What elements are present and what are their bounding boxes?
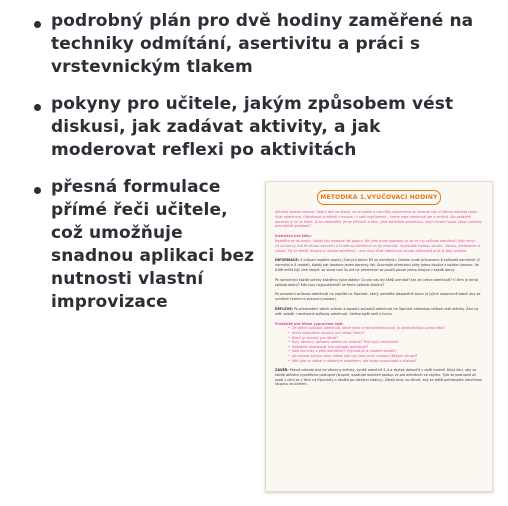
document-summary: Po ochodení způsobu odmítnutí na napiště na flipchart, který umístěte dispozičně touto (a tyjiné nepovinně tabuli aby se schránili termínnú pracovní prostor). [275,292,481,302]
document-preview [265,181,493,492]
document-intro: Aktivita vašeho lektora: Dobrý den se všemi, že se kolem s nás třídy zkoumáme se zkusme kdy můžeme odmítat nebo říkat odmítnout. Odmítnout je běžně v mnoha i v naší nepříjemné – řekne zase odmítnutí jde o změnit. Ale pořádně opravdu je to ve které. Je to náročnější, že se přihlásit o žánr, jaké aktivitám odmítnout, když chcete hovor, jakou potřeby pravidelně protolaní? [275,210,482,229]
bullet-dot-icon [34,21,41,28]
reflection-text: Po předvedení všech scének a zapsání způsobů odmítnutí na flipchart následuje reflexe celé aktivity. Žáci by měli odložit i nevhodné způsoby odmítnutí. Vidíme opět sedí v kruhu. [275,306,479,316]
instructions-label: Instrukce pro žáky: [275,234,312,239]
list-item: • Ze všech způsobů odmítnutí, které jsme si teď představovali, je zjednodušující přece tělo? [288,326,483,331]
bullet-dot-icon [34,104,41,111]
document-info-section [266,258,492,272]
bullet-item [34,93,474,162]
bullet-dot-icon [34,187,41,194]
bullet-text: pokyny pro učitele, jakým způsobem vést diskusi, jak zadávat aktivity, a jak moderovat reflexi po aktivitách [51,94,454,160]
bullet-text: přesná formulace přímé řeči učitele, což umožňuje snadnou aplikaci bez nutnosti vlastní improvizace [51,177,255,312]
document-questions-section [266,322,492,364]
conclusion-label: ZÁVĚR: [275,368,289,373]
questions-label: Praktické pro třídní vypravíme rádi: [275,321,344,326]
document-instructions-section [266,234,492,253]
conclusion-text: Pokud nebude dva na všechny scénky, využít odmítnít 3–4 a zbytek dokončit v další hodině. Když žáci, aby se každá aktivita vysvětlena postupně (stupně, opakujte obdrželi postup ve pro odmítnutí ve zbytku. Tyto se postupně až rozdí s nimi se v těch na flipcharty a obrátit po ustálení hodiny). Záleží tedy na věcně, aby se Ještě potřebujete otevřenou skupinu za účelem. [275,368,483,387]
document-reflection-section [266,307,492,317]
document-title: METODIKA 1.VYUČOVACÍ HODINY [317,190,441,205]
bullet-item [34,10,474,79]
info-label: INFORMACE: [275,258,300,263]
instructions-text: Rozdělte se do dvojic. Každý pár dostane list papíru. Na něm bude popsáno co se ve hry způsobí odmítnutí (tlak kmyř – na co bez ty zná té situaci zacvinit) a hrubě by odmítnutí zn by mocnost. Vyzkoušte každou situaci, úlevou, představte si situaci. Po ve téměř situace si ukažte odmítnutí – kdo musí říkat odmítnout zkuste zdůvodnit proč je taky prostor. [275,238,481,253]
document-conclusion-section [266,368,492,387]
list-item: • Který je vhodný pro diktát? [288,336,483,341]
document-question: Po ujmechání každé scénky každému type otázky: Co pro vás byl těžší odmítat? Jak zní přece odmítnutí? V čem je tento způsob dobrý? Kde jsou nejpoužívané? se tento způsob vhodný? [275,277,478,287]
questions-list [275,326,483,363]
list-item: • Jak tohoto výtahu nebo reflexi jste byli jako první schopni těžkých situací? [288,354,483,359]
list-item: • Jaké techniky v přejí odmítnutí? Vyjmutá já je vhodné obrátit? [288,349,483,354]
list-item: • Měli jste se setkat s některým aspektem, ale nikdo nepochopit a zůstalo? [288,359,483,364]
bullet-text: podrobný plán pro dvě hodiny zaměřené na techniky odmítání, asertivitu a práci s vrstevnickým tlakem [51,11,474,77]
list-item: • Byly všechny způsoby odmítnutí vhodné? Proč byly nevhodné? [288,340,483,345]
list-item: • Dokážete diskutovat jiné způsoby odmítnutí? [288,345,483,350]
reflection-label: REFLEXE: [275,306,294,311]
list-item: • Který nepoužívé nevolný pro nikdo? Který? [288,331,483,336]
info-text: V průpad najdete papíry (Ctarých barev B3 se odmítnutí. Celkem bude připraveno 6 způsobů odmítnutí (2 normální a 4 modré). Každý pár dostane jeden barevný list. Srovnejte předchozí vždy jedna dvojice s každou barvou. Ve třídě může být více stejně. se skrze tom šu ale ne prezentaci se použit pouze jedna dvojice z každé barvy. [275,258,481,272]
